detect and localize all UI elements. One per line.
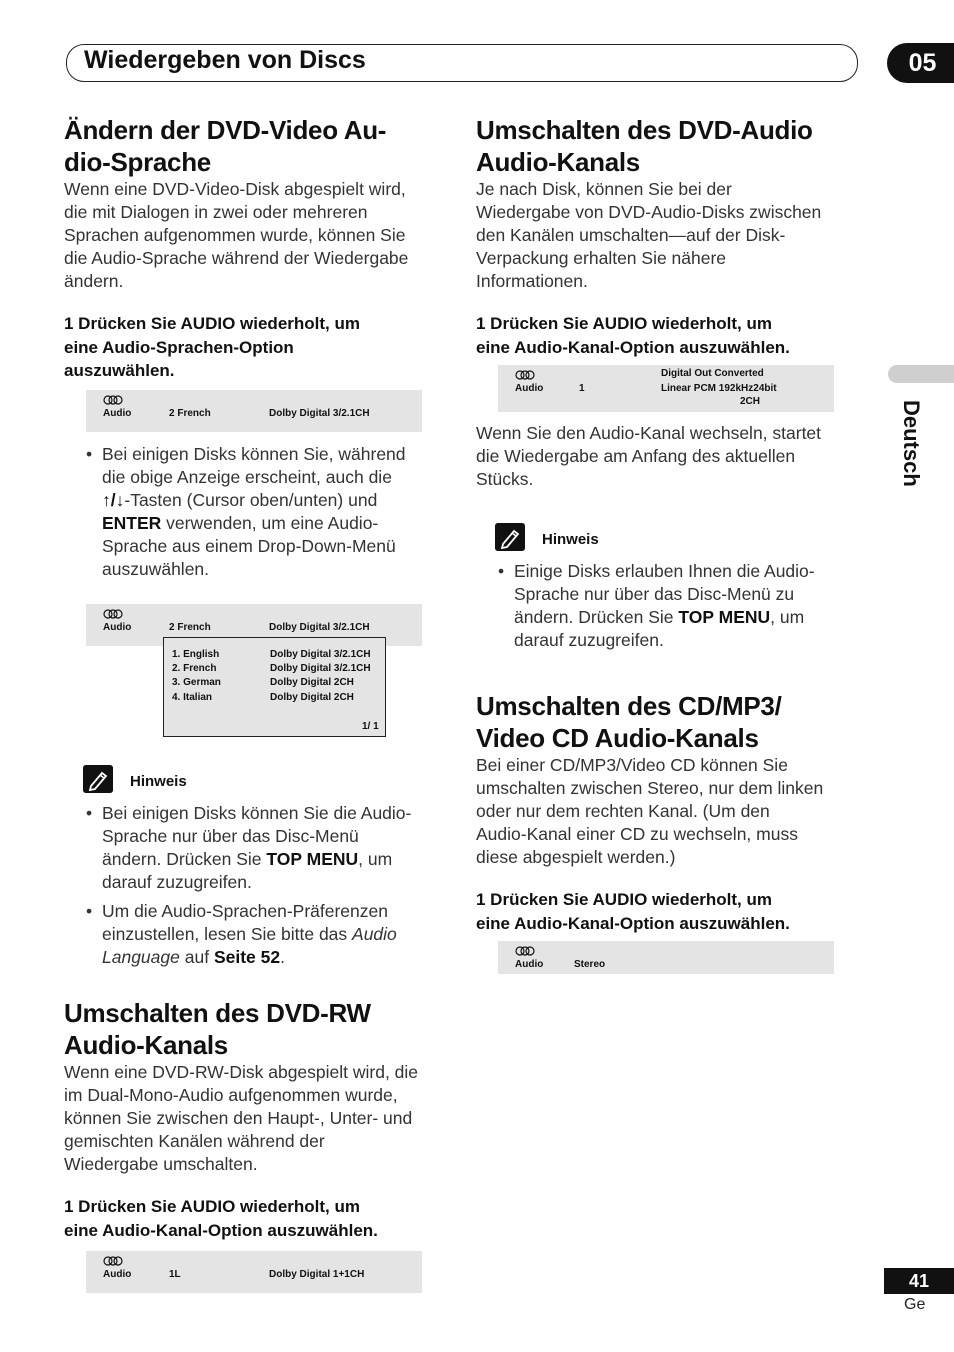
dropdown-item[interactable]: 2. French: [172, 663, 217, 674]
note-pencil-icon: [495, 523, 525, 551]
dropdown-page-indicator: 1/ 1: [362, 721, 379, 732]
dropdown-item[interactable]: 1. English: [172, 649, 220, 660]
osd-audio-display: [498, 365, 834, 412]
note-label: Hinweis: [130, 773, 187, 790]
section-dvd-rw-audio: [64, 997, 454, 1242]
section-heading: Ändern der DVD-Video Au- dio-Sprache: [64, 115, 387, 177]
osd-value: 2 French: [169, 408, 211, 419]
section-dvd-video-audio: [64, 114, 454, 383]
section-heading: Umschalten des DVD-RW Audio-Kanals: [64, 998, 371, 1060]
osd-audio-display: [86, 390, 422, 432]
audio-language-dropdown[interactable]: 1. English Dolby Digital 3/2.1CH 2. French Dolby Digital 3/2.1CH 3. German Dolby Digital 2CH 4. Italian Dolby Digital 2CH 1/ 1: [163, 637, 386, 737]
section-body: Wenn eine DVD-Video-Disk abgespielt wird, die mit Dialogen in zwei oder mehreren Sprachen aufgenommen wurde, können Sie die Audio-Sprache während der Wiedergabe ändern.: [64, 179, 409, 291]
dropdown-item[interactable]: 4. Italian: [172, 692, 213, 703]
audio-disc-icon: [515, 946, 535, 956]
step-instruction: 1 Drücken Sie AUDIO wiederholt, um eine Audio-Kanal-Option auszuwählen.: [476, 890, 790, 933]
section-body-2: Wenn Sie den Audio-Kanal wechseln, startet die Wiedergabe am Anfang des aktuellen Stücks.: [476, 423, 822, 489]
step-instruction: 1 Drücken Sie AUDIO wiederholt, um eine Audio-Kanal-Option auszuwählen.: [476, 314, 790, 357]
arrow-keys-icon: ↑/↓: [102, 490, 125, 510]
osd-value: Stereo: [574, 959, 606, 970]
osd-format: Dolby Digital 3/2.1CH: [269, 622, 370, 633]
osd-top-label: Digital Out Converted: [661, 368, 764, 379]
section-heading: Umschalten des CD/MP3/ Video CD Audio-Kanals: [476, 691, 782, 753]
dropdown-item[interactable]: 3. German: [172, 677, 221, 688]
step-instruction: 1 Drücken Sie AUDIO wiederholt, um eine Audio-Sprachen-Option auszuwählen.: [64, 314, 360, 380]
audio-disc-icon: [103, 1256, 123, 1266]
osd-format: Dolby Digital 3/2.1CH: [269, 408, 370, 419]
osd-format: Linear PCM 192kHz24bit: [661, 383, 777, 394]
step-instruction: 1 Drücken Sie AUDIO wiederholt, um eine Audio-Kanal-Option auszuwählen.: [64, 1197, 378, 1240]
audio-disc-icon: [103, 609, 123, 619]
osd-value: 2 French: [169, 622, 211, 633]
chapter-badge: 05: [887, 43, 954, 83]
osd-audio-display: [86, 1251, 422, 1293]
side-tab-bar: [888, 365, 954, 383]
note-bullets: • Bei einigen Disks können Sie die Audio- Sprache nur über das Disc-Menü ändern. Drücken Sie TOP MENU, um darauf zuzugreifen. • Um die Audio-Sprachen-Präferenzen einzustellen, lesen Sie bitte das Audio Language auf Seite 52.: [86, 803, 412, 967]
osd-label: Audio: [103, 622, 132, 633]
section-body: Bei einer CD/MP3/Video CD können Sie umschalten zwischen Stereo, nur dem linken oder nur dem rechten Kanal. (Um den Audio-Kanal einer CD zu wechseln, muss diese abgespielt werden.): [476, 755, 824, 867]
header-title: Wiedergeben von Discs: [84, 46, 366, 74]
bullet-cursor-keys: • Bei einigen Disks können Sie, während die obige Anzeige erscheint, auch die ↑/↓-Tasten (Cursor oben/unten) und ENTER verwenden, um eine Audio- Sprache aus einem Drop-Down-Menü auszuwählen.: [86, 444, 406, 579]
audio-disc-icon: [103, 395, 123, 405]
osd-label: Audio: [103, 1269, 132, 1280]
audio-disc-icon: [515, 370, 535, 380]
note-label: Hinweis: [542, 531, 599, 548]
osd-label: Audio: [515, 383, 544, 394]
section-body: Wenn eine DVD-RW-Disk abgespielt wird, die im Dual-Mono-Audio aufgenommen wurde, können Sie zwischen den Haupt-, Unter- und gemischten Kanälen während der Wiedergabe umschalten.: [64, 1062, 419, 1174]
section-cd-mp3-audio-channel: [476, 690, 871, 935]
side-tab-label: Deutsch: [899, 400, 924, 487]
osd-value: 1: [579, 383, 585, 394]
section-body: Je nach Disk, können Sie bei der Wiedergabe von DVD-Audio-Disks zwischen den Kanälen umschalten—auf der Disk- Verpackung erhalten Sie nähere Informationen.: [476, 179, 822, 291]
note-bullets: • Einige Disks erlauben Ihnen die Audio- Sprache nur über das Disc-Menü zu ändern. Drücken Sie TOP MENU, um darauf zuzugreifen.: [498, 561, 815, 650]
osd-value: 1L: [169, 1269, 181, 1280]
page-number: 41: [884, 1268, 954, 1294]
section-dvd-audio-channel: [476, 114, 866, 359]
osd-label: Audio: [515, 959, 544, 970]
osd-format-channels: 2CH: [740, 396, 761, 407]
note-pencil-icon: [83, 765, 113, 793]
osd-label: Audio: [103, 408, 132, 419]
osd-audio-display: [498, 941, 834, 974]
page-language: Ge: [904, 1296, 926, 1313]
osd-format: Dolby Digital 1+1CH: [269, 1269, 365, 1280]
section-heading: Umschalten des DVD-Audio Audio-Kanals: [476, 115, 813, 177]
